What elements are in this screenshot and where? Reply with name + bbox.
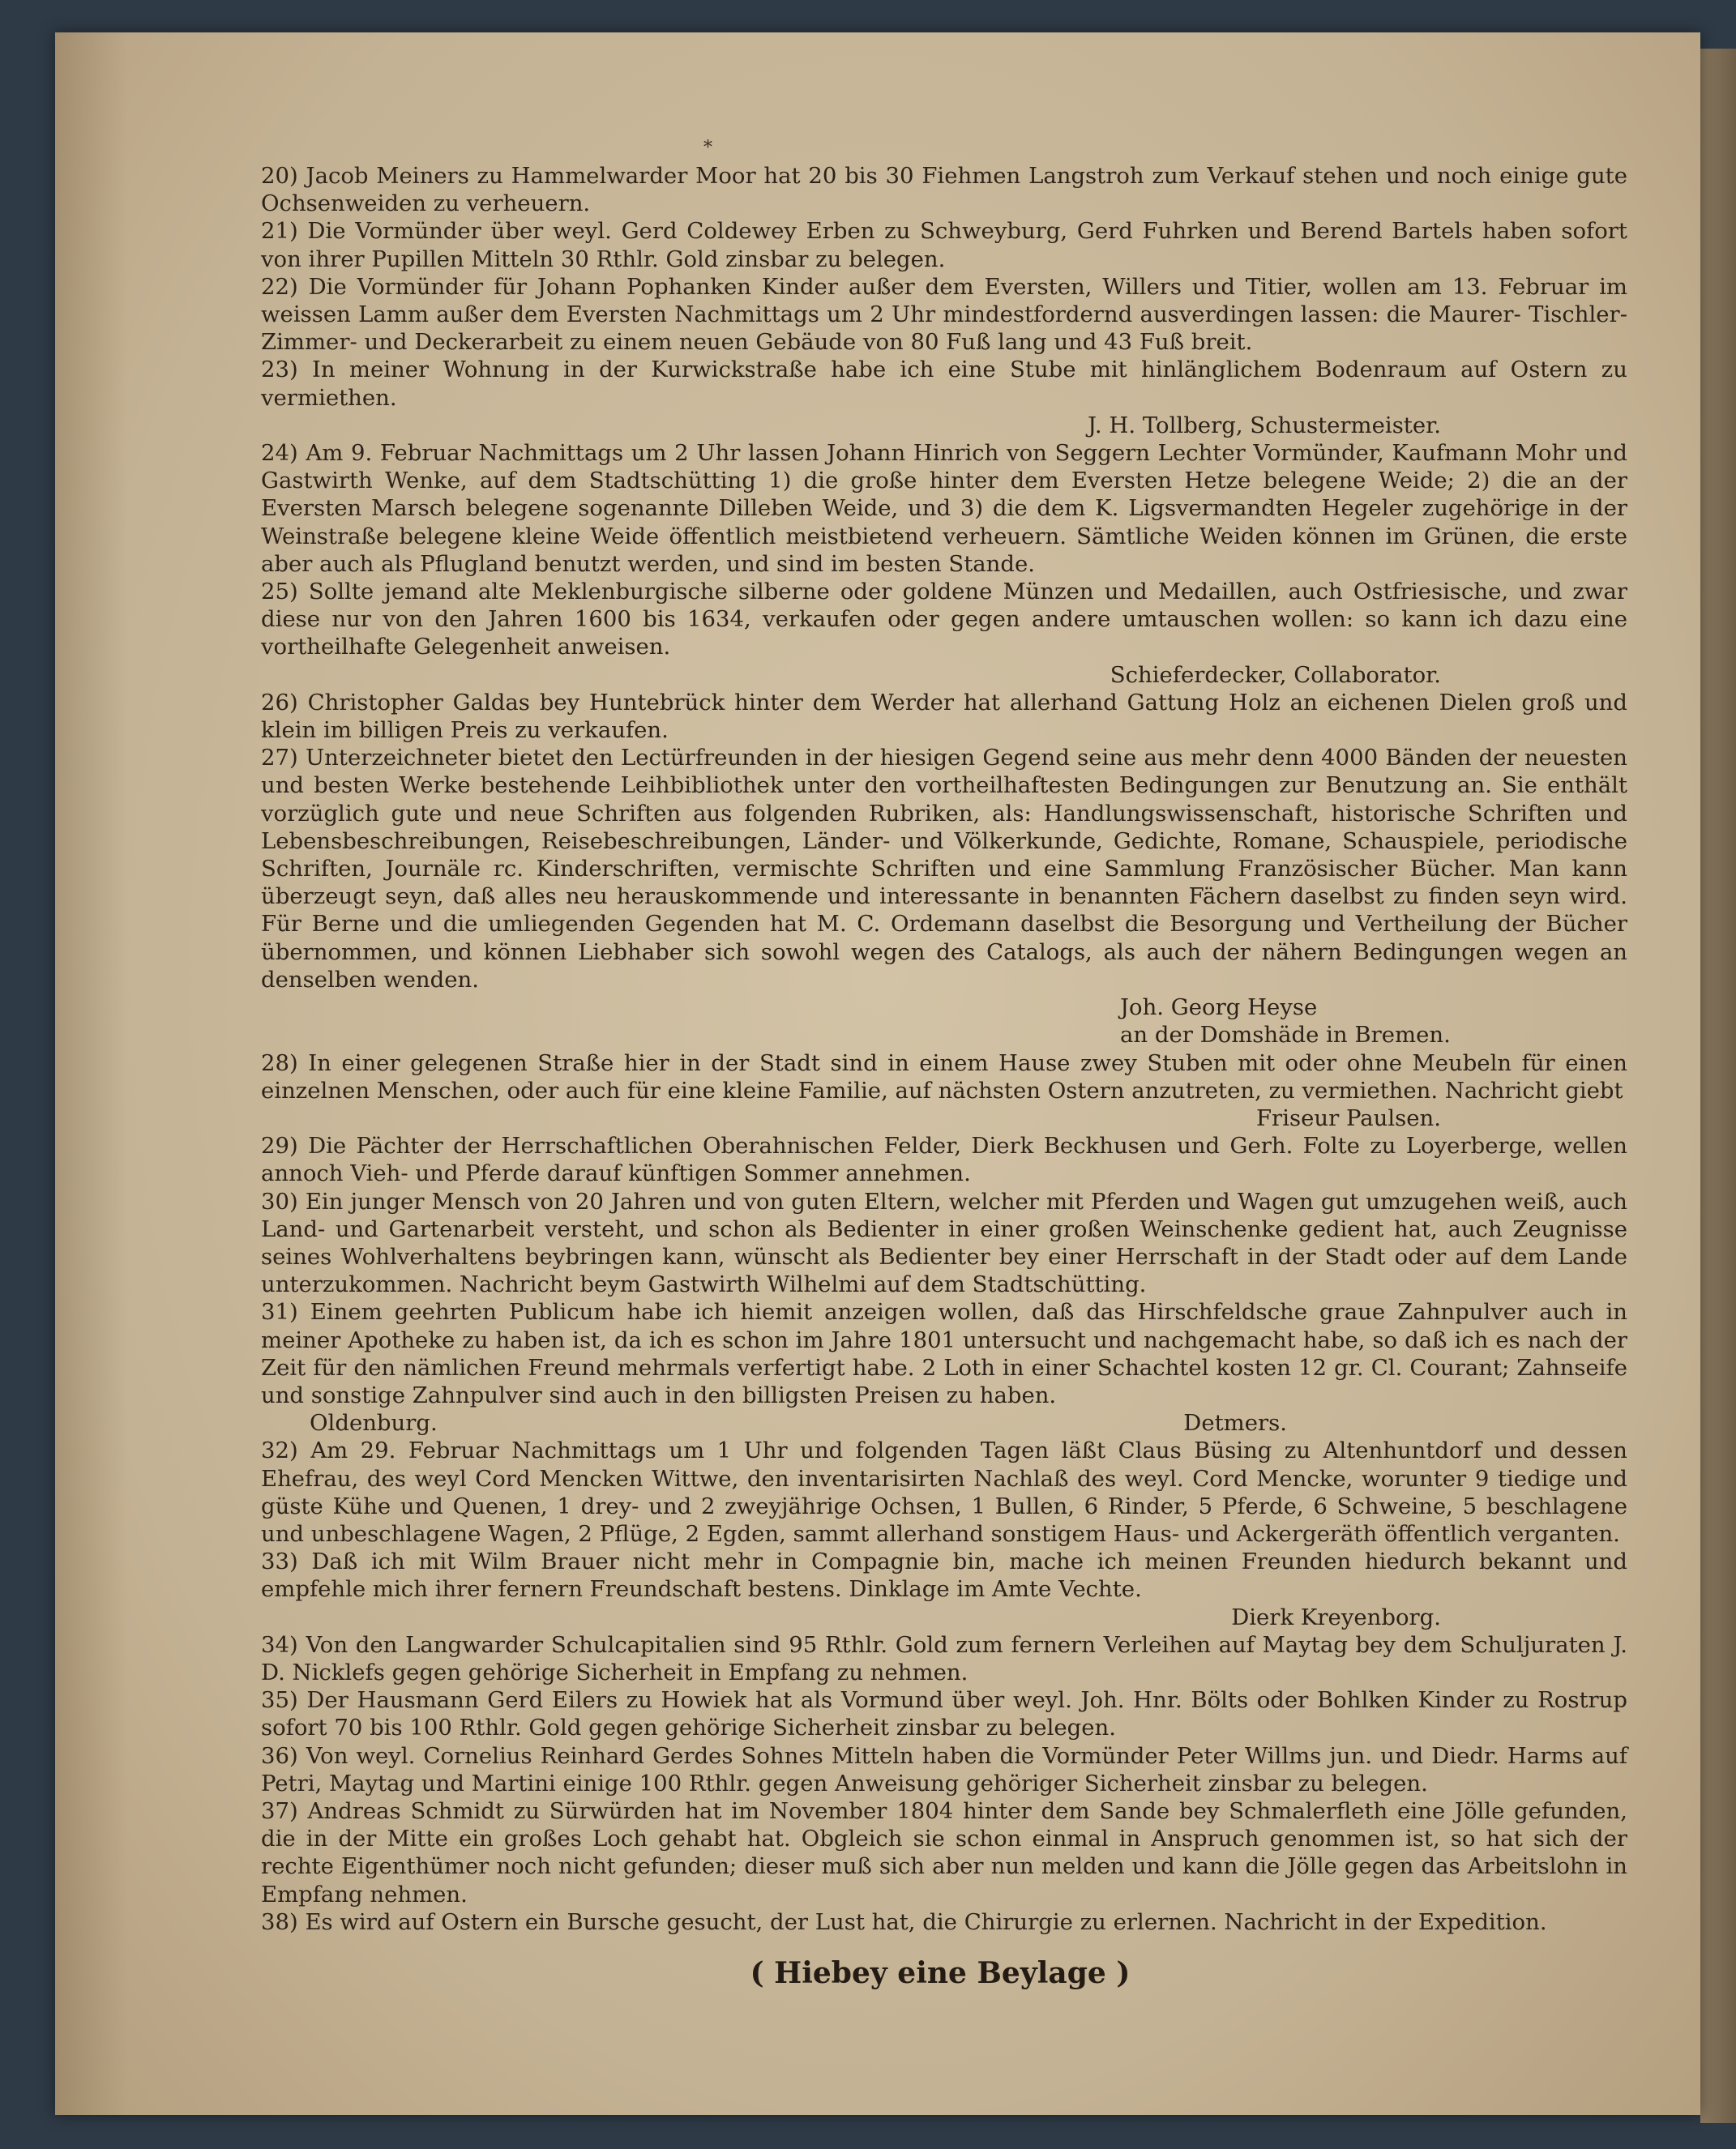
notice-36: 36) Von weyl. Cornelius Reinhard Gerdes Sohnes Mitteln haben die Vormünder Peter Willms jun. und Diedr. Harms auf Petri, Maytag und Martini einige 100 Rthlr. gegen Anweisung gehöriger Sicherheit zinsbar zu belegen. bbox=[261, 1742, 1627, 1797]
notice-32: 32) Am 29. Februar Nachmittags um 1 Uhr und folgenden Tagen läßt Claus Büsing zu Altenhuntdorf und dessen Ehefrau, des weyl Cord Mencken Wittwe, den inventarisirten Nachlaß des weyl. Cord Mencke, worunter 9 tiedige und güste Kühe und Quenen, 1 drey- und 2 zweyjährige Ochsen, 1 Bullen, 6 Rinder, 5 Pferde, 6 Schweine, 5 beschlagene und unbeschlagene Wagen, 2 Pflüge, 2 Egden, sammt allerhand sonstigem Haus- und Ackergeräth öffentlich verganten. bbox=[261, 1438, 1627, 1547]
notice-27-address: an der Domshäde in Bremen. bbox=[1120, 1022, 1451, 1049]
notice-23-signature: J. H. Tollberg, Schustermeister. bbox=[1088, 412, 1441, 438]
notice-27-signature: Joh. Georg Heyse bbox=[1120, 994, 1318, 1021]
notice-21: 21) Die Vormünder über weyl. Gerd Coldewey Erben zu Schweyburg, Gerd Fuhrken und Berend Bartels haben sofort von ihrer Pupillen Mitteln 30 Rthlr. Gold zinsbar zu belegen. bbox=[261, 218, 1627, 272]
notice-38: 38) Es wird auf Ostern ein Bursche gesucht, der Lust hat, die Chirurgie zu erlernen. Nachricht in der Expedition. bbox=[261, 1908, 1547, 1935]
notice-31-place: Oldenburg. bbox=[310, 1410, 438, 1437]
notice-26: 26) Christopher Galdas bey Huntebrück hinter dem Werder hat allerhand Gattung Holz an eichenen Dielen groß und klein im billigen Preis zu verkaufen. bbox=[261, 689, 1627, 744]
notice-22: 22) Die Vormünder für Johann Pophanken Kinder außer dem Eversten, Willers und Titier, wollen am 13. Februar im weissen Lamm außer dem Eversten Nachmittags um 2 Uhr mindestfordernd ausverdingen lassen: die Maurer- Tischler- Zimmer- und Deckerarbeit zu einem neuen Gebäude von 80 Fuß lang und 43 Fuß breit. bbox=[261, 273, 1627, 356]
notice-33 bbox=[261, 1548, 1627, 1631]
page-gutter-shadow bbox=[55, 32, 128, 2115]
notice-24: 24) Am 9. Februar Nachmittags um 2 Uhr lassen Johann Hinrich von Seggern Lechter Vormünder, Kaufmann Mohr und Gastwirth Wenke, auf dem Stadtschütting 1) die große hinter dem Eversten Hetze belegene Weide; 2) die an der Eversten Marsch belegene sogenannte Dilleben Weide, und 3) die dem K. Ligsvermandten Hegeler zugehörige in der Weinstraße belegene kleine Weide öffentlich meistbietend verheuern. Sämtliche Weiden können im Grünen, die erste aber auch als Pflugland benutzt werden, und sind im besten Stande. bbox=[261, 440, 1627, 577]
notice-27-text: 27) Unterzeichneter bietet den Lectürfreunden in der hiesigen Gegend seine aus mehr denn 4000 Bänden der neuesten und besten Werke bestehende Leihbibliothek unter den vortheilhaftesten Bedingungen zur Benutzung an. Sie enthält vorzüglich gute und neue Schriften aus folgenden Rubriken, als: Handlungswissenschaft, historische Schriften und Lebensbeschreibungen, Reisebeschreibungen, Länder- und Völkerkunde, Gedichte, Romane, Schauspiele, periodische Schriften, Journäle rc. Kinderschriften, vermischte Schriften und eine Sammlung Französischer Bücher. Man kann überzeugt seyn, daß alles neu herauskommende und interessante in benannten Fächern daselbst zu finden seyn wird. Für Berne und die umliegenden Gegenden hat M. C. Ordemann daselbst die Besorgung und Vertheilung der Bücher übernommen, und können Liebhaber sich sowohl wegen des Catalogs, als auch der nähern Bedingungen wegen an denselben wenden. bbox=[261, 745, 1627, 993]
page-mark: * bbox=[703, 138, 712, 158]
notice-35: 35) Der Hausmann Gerd Eilers zu Howiek hat als Vormund über weyl. Joh. Hnr. Bölts oder Bohlken Kinder zu Rostrup sofort 70 bis 100 Rthlr. Gold gegen gehörige Sicherheit zinsbar zu belegen. bbox=[261, 1687, 1627, 1741]
notice-31-text: 31) Einem geehrten Publicum habe ich hiemit anzeigen wollen, daß das Hirschfeldsche graue Zahnpulver auch in meiner Apotheke zu haben ist, da ich es schon im Jahre 1801 untersucht und nachgemacht habe, so daß ich es nach der Zeit für den nämlichen Freund mehrmals verfertigt habe. 2 Loth in einer Schachtel kosten 12 gr. Cl. Courant; Zahnseife und sonstige Zahnpulver sind auch in den billigsten Preisen zu haben. bbox=[261, 1299, 1627, 1408]
notice-34: 34) Von den Langwarder Schulcapitalien sind 95 Rthlr. Gold zum fernern Verleihen auf Maytag bey dem Schuljuraten J. D. Nicklefs gegen gehörige Sicherheit in Empfang zu nehmen. bbox=[261, 1631, 1627, 1685]
notice-23-text: 23) In meiner Wohnung in der Kurwickstraße habe ich eine Stube mit hinlänglichem Bodenraum auf Ostern zu vermiethen. bbox=[261, 357, 1627, 411]
notice-23 bbox=[261, 356, 1627, 439]
notice-37: 37) Andreas Schmidt zu Sürwürden hat im November 1804 hinter dem Sande bey Schmalerfleth eine Jölle gefunden, die in der Mitte ein großes Loch gehabt hat. Obgleich sie schon einmal in Anspruch genommen ist, so hat sich der rechte Eigenthümer noch nicht gefunden; dieser muß sich aber nun melden und kann die Jölle gegen das Arbeitslohn in Empfang nehmen. bbox=[261, 1797, 1627, 1908]
notice-29: 29) Die Pächter der Herrschaftlichen Oberahnischen Felder, Dierk Beckhusen und Gerh. Folte zu Loyerberge, wellen annoch Vieh- und Pferde darauf künftigen Sommer annehmen. bbox=[261, 1133, 1627, 1187]
notice-28-text: 28) In einer gelegenen Straße hier in der Stadt sind in einem Hause zwey Stuben mit oder ohne Meubeln für einen einzelnen Menschen, oder auch für eine kleine Familie, auf nächsten Ostern anzutreten, zu vermiethen. Nachricht giebt bbox=[261, 1049, 1627, 1104]
notice-28 bbox=[261, 1049, 1627, 1133]
notice-30: 30) Ein junger Mensch von 20 Jahren und von guten Eltern, welcher mit Pferden und Wagen gut umzugehen weiß, auch Land- und Gartenarbeit versteht, und schon als Bedienter in einer großen Weinschenke gedient hat, auch Zeugnisse seines Wohlverhaltens beybringen kann, wünscht als Bedienter bey einer Herrschaft in der Stadt oder auf dem Lande unterzukommen. Nachricht beym Gastwirth Wilhelmi auf dem Stadtschütting. bbox=[261, 1188, 1627, 1298]
notice-25 bbox=[261, 578, 1627, 689]
notice-33-signature: Dierk Kreyenborg. bbox=[1231, 1604, 1441, 1630]
notice-20: 20) Jacob Meiners zu Hammelwarder Moor hat 20 bis 30 Fiehmen Langstroh zum Verkauf stehen und noch einige gute Ochsenweiden zu verheuern. bbox=[261, 163, 1627, 217]
notice-28-signature: Friseur Paulsen. bbox=[1255, 1104, 1441, 1131]
notice-list bbox=[261, 162, 1627, 1936]
notice-31 bbox=[261, 1298, 1627, 1437]
supplement-note: ( Hiebey eine Beylage ) bbox=[750, 1956, 1131, 1990]
notice-31-signature-row bbox=[261, 1409, 1627, 1437]
notice-33-text: 33) Daß ich mit Wilm Brauer nicht mehr in Compagnie bin, mache ich meinen Freunden hiedurch bekannt und empfehle mich ihrer fernern Freundschaft bestens. Dinklage im Amte Vechte. bbox=[261, 1549, 1627, 1603]
notice-27 bbox=[261, 744, 1627, 1049]
notice-25-text: 25) Sollte jemand alte Meklenburgische silberne oder goldene Münzen und Medaillen, auch Ostfriesische, und zwar diese nur von den Jahren 1600 bis 1634, verkaufen oder gegen andere umtauschen wollen: so kann ich dazu eine vortheilhafte Gelegenheit anweisen. bbox=[261, 579, 1627, 660]
notice-31-signature: Detmers. bbox=[1183, 1410, 1287, 1437]
notice-25-signature: Schieferdecker, Collaborator. bbox=[1110, 661, 1441, 688]
page-edge bbox=[1700, 49, 1736, 2123]
